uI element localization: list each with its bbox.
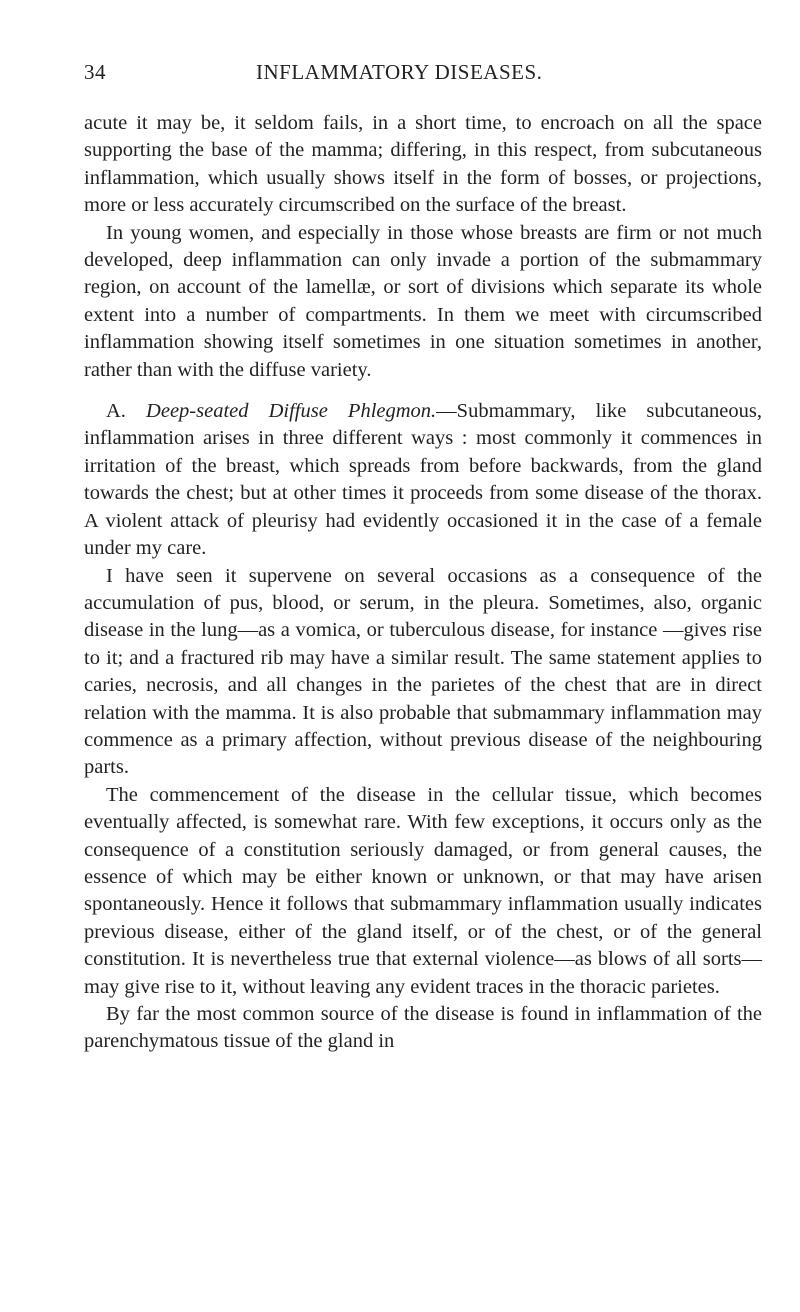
body-text bbox=[84, 110, 762, 1056]
section-title: Deep-seated Diffuse Phlegmon. bbox=[146, 400, 437, 423]
running-head bbox=[84, 60, 764, 88]
section-letter: A. bbox=[106, 400, 126, 423]
paragraph-common-source: By far the most common source of the disease is found in inflammation of the parenchymatous tissue of the gland in bbox=[84, 1003, 762, 1053]
running-title: INFLAMMATORY DISEASES. bbox=[256, 60, 543, 84]
section-a-paragraph bbox=[84, 398, 762, 562]
page-number: 34 bbox=[84, 60, 106, 84]
paragraph-commencement: The commencement of the disease in the cellular tissue, which becomes eventually affected, is somewhat rare. With few exceptions, it occurs only as the consequence of a constitution seriously damaged, or from general causes, the essence of which may be either known or unknown, or that may have arisen spontaneously. Hence it follows that submammary inflammation usually indicates previous disease, either of the gland itself, or of the chest, or of the general constitution. It is nevertheless true that external violence—as blows of all sorts—may give rise to it, without leaving any evident traces in the thoracic parietes. bbox=[84, 783, 762, 998]
paragraph-continuation: acute it may be, it seldom fails, in a short time, to encroach on all the space supporting the base of the mamma; differing, in this respect, from subcutaneous inflammation, which usually shows itself in the form of bosses, or projections, more or less accurately circumscribed on the surface of the breast. bbox=[84, 112, 762, 217]
section-text: —Submammary, like subcutaneous, inflammation arises in three different ways : most commonly it commences in irritation of the breast, which spreads from before backwards, from the gland towards the chest; but at other times it proceeds from some disease of the thorax. A violent attack of pleurisy had evidently occasioned it in the case of a female under my care. bbox=[84, 400, 762, 560]
paragraph-supervene: I have seen it supervene on several occasions as a consequence of the accumulation of pus, blood, or serum, in the pleura. Sometimes, also, organic disease in the lung—as a vomica, or tuberculous disease, for instance —gives rise to it; and a fractured rib may have a similar result. The same statement applies to caries, necrosis, and all changes in the parietes of the chest that are in direct relation with the mamma. It is also probable that submammary inflammation may commence as a primary affection, without previous disease of the neighbouring parts. bbox=[84, 564, 762, 779]
paragraph-young-women: In young women, and especially in those whose breasts are firm or not much developed, deep inflammation can only invade a portion of the submammary region, on account of the lamellæ, or sort of divisions which separate its whole extent into a number of compartments. In them we meet with circumscribed inflammation showing itself sometimes in one situation sometimes in another, rather than with the diffuse variety. bbox=[84, 221, 762, 381]
